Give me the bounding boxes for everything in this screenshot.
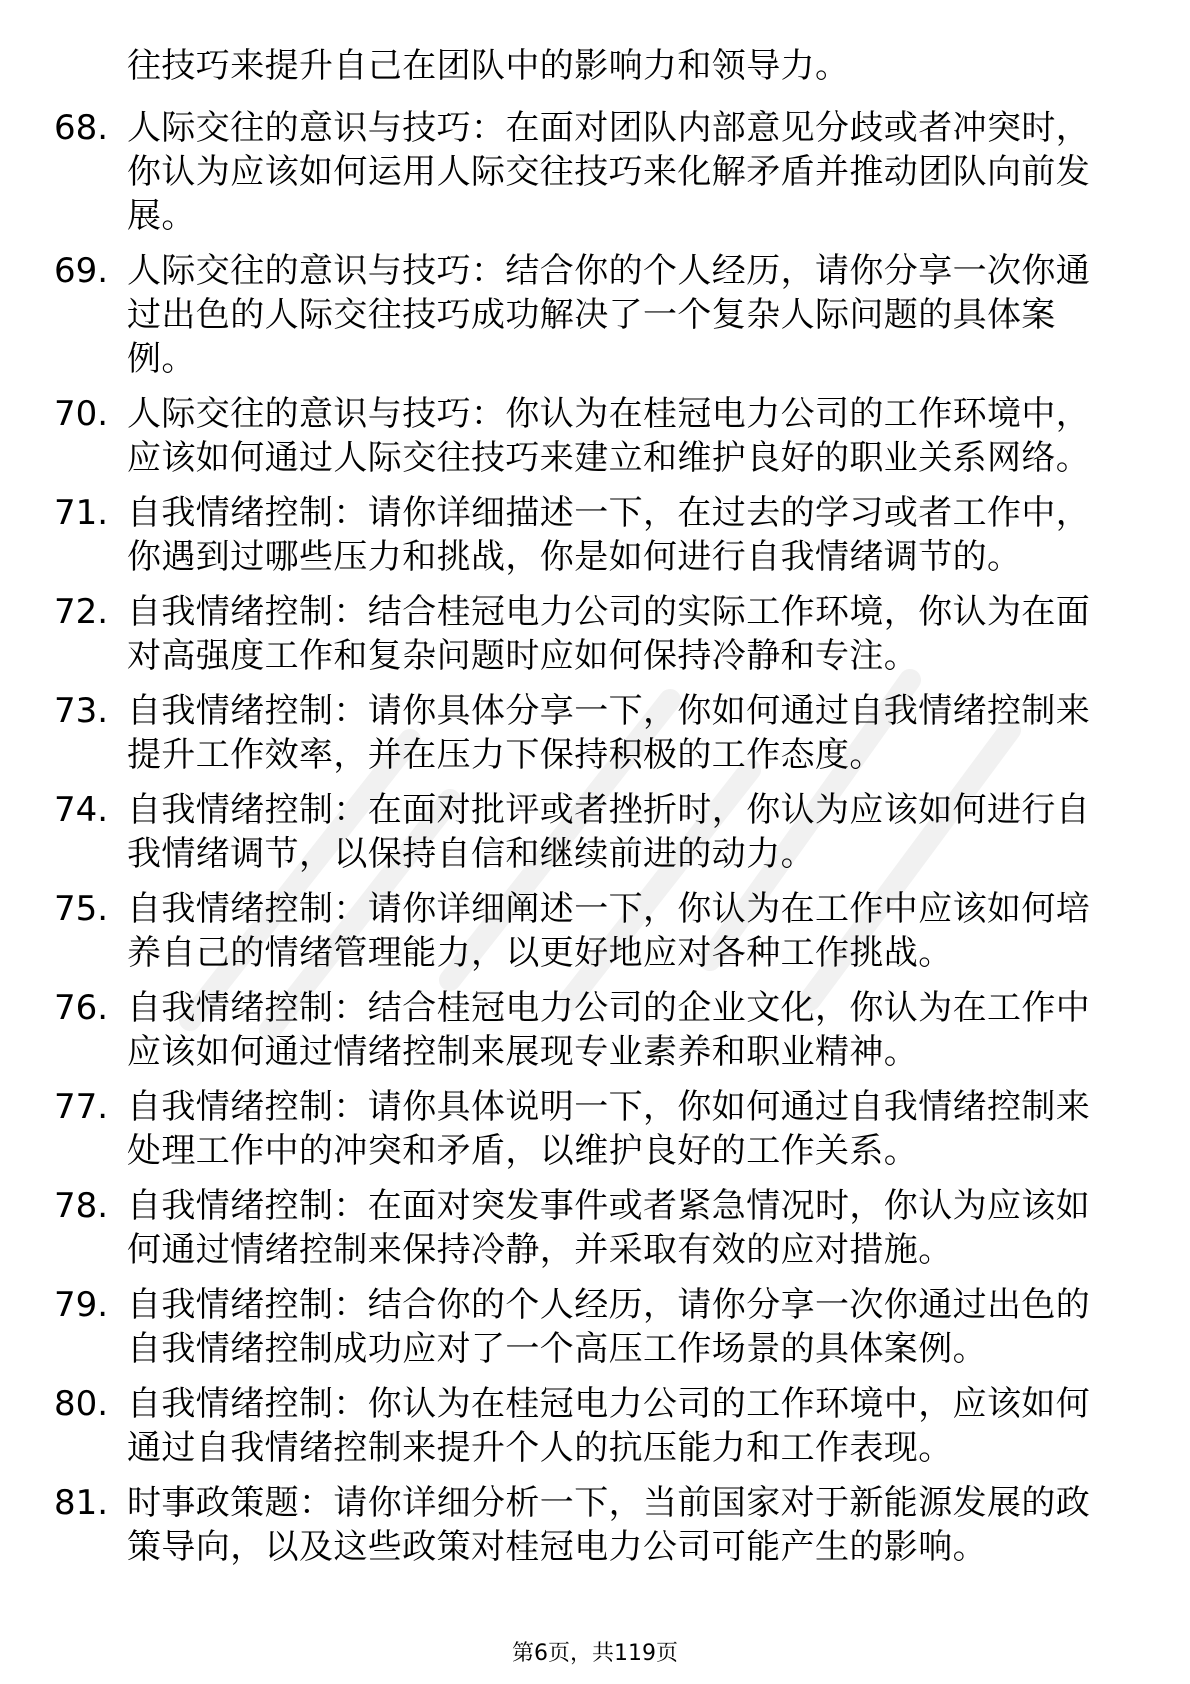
- question-text-line: 应该如何通过情绪控制来展现专业素养和职业精神。: [127, 1032, 919, 1072]
- question-text-line: 你认为应该如何运用人际交往技巧来化解矛盾并推动团队向前发: [127, 152, 1091, 192]
- question-text-line: 自我情绪控制：在面对突发事件或者紧急情况时，你认为应该如: [127, 1186, 1091, 1226]
- question-text-line: 自我情绪控制：请你具体分享一下，你如何通过自我情绪控制来: [127, 691, 1091, 731]
- question-number: 72.: [54, 592, 109, 632]
- question-text-line: 自我情绪控制：结合桂冠电力公司的企业文化，你认为在工作中: [127, 988, 1091, 1028]
- question-text-line: 自我情绪控制成功应对了一个高压工作场景的具体案例。: [127, 1329, 987, 1369]
- question-text-line: 自我情绪控制：请你详细描述一下，在过去的学习或者工作中，: [127, 493, 1091, 533]
- question-number: 80.: [54, 1384, 109, 1424]
- question-number: 68.: [54, 108, 109, 148]
- question-text-line: 自我情绪控制：你认为在桂冠电力公司的工作环境中，应该如何: [127, 1384, 1091, 1424]
- question-text-line: 何通过情绪控制来保持冷静，并采取有效的应对措施。: [127, 1230, 953, 1270]
- question-text-line: 自我情绪控制：结合桂冠电力公司的实际工作环境，你认为在面: [127, 592, 1091, 632]
- question-text-line: 自我情绪控制：请你详细阐述一下，你认为在工作中应该如何培: [127, 889, 1091, 929]
- question-number: 71.: [54, 493, 109, 533]
- question-text-line: 策导向，以及这些政策对桂冠电力公司可能产生的影响。: [127, 1527, 987, 1567]
- question-text-line: 提升工作效率，并在压力下保持积极的工作态度。: [127, 735, 884, 775]
- question-number: 75.: [54, 889, 109, 929]
- question-number: 73.: [54, 691, 109, 731]
- question-text-line: 过出色的人际交往技巧成功解决了一个复杂人际问题的具体案: [127, 295, 1056, 335]
- question-text-line: 自我情绪控制：结合你的个人经历，请你分享一次你通过出色的: [127, 1285, 1091, 1325]
- continued-text-line: 往技巧来提升自己在团队中的影响力和领导力。: [127, 46, 850, 86]
- question-number: 77.: [54, 1087, 109, 1127]
- page-footer: 第6页，共119页: [512, 1641, 678, 1666]
- question-text-line: 人际交往的意识与技巧：你认为在桂冠电力公司的工作环境中，: [127, 394, 1091, 434]
- question-text-line: 应该如何通过人际交往技巧来建立和维护良好的职业关系网络。: [127, 438, 1091, 478]
- question-text-line: 自我情绪控制：在面对批评或者挫折时，你认为应该如何进行自: [127, 790, 1091, 830]
- question-text-line: 例。: [127, 339, 196, 379]
- question-text-line: 养自己的情绪管理能力，以更好地应对各种工作挑战。: [127, 933, 953, 973]
- question-text-line: 人际交往的意识与技巧：在面对团队内部意见分歧或者冲突时，: [127, 108, 1091, 148]
- question-number: 76.: [54, 988, 109, 1028]
- question-text-line: 展。: [127, 196, 196, 236]
- question-text-line: 处理工作中的冲突和矛盾，以维护良好的工作关系。: [127, 1131, 919, 1171]
- question-number: 74.: [54, 790, 109, 830]
- question-number: 78.: [54, 1186, 109, 1226]
- question-text-line: 时事政策题：请你详细分析一下，当前国家对于新能源发展的政: [127, 1483, 1091, 1523]
- question-number: 79.: [54, 1285, 109, 1325]
- question-text-line: 我情绪调节，以保持自信和继续前进的动力。: [127, 834, 815, 874]
- question-text-line: 对高强度工作和复杂问题时应如何保持冷静和专注。: [127, 636, 919, 676]
- question-number: 70.: [54, 394, 109, 434]
- question-number: 69.: [54, 251, 109, 291]
- question-number: 81.: [54, 1483, 109, 1523]
- question-text-line: 你遇到过哪些压力和挑战，你是如何进行自我情绪调节的。: [127, 537, 1022, 577]
- question-text-line: 自我情绪控制：请你具体说明一下，你如何通过自我情绪控制来: [127, 1087, 1091, 1127]
- question-text-line: 通过自我情绪控制来提升个人的抗压能力和工作表现。: [127, 1428, 953, 1468]
- question-text-line: 人际交往的意识与技巧：结合你的个人经历，请你分享一次你通: [127, 251, 1091, 291]
